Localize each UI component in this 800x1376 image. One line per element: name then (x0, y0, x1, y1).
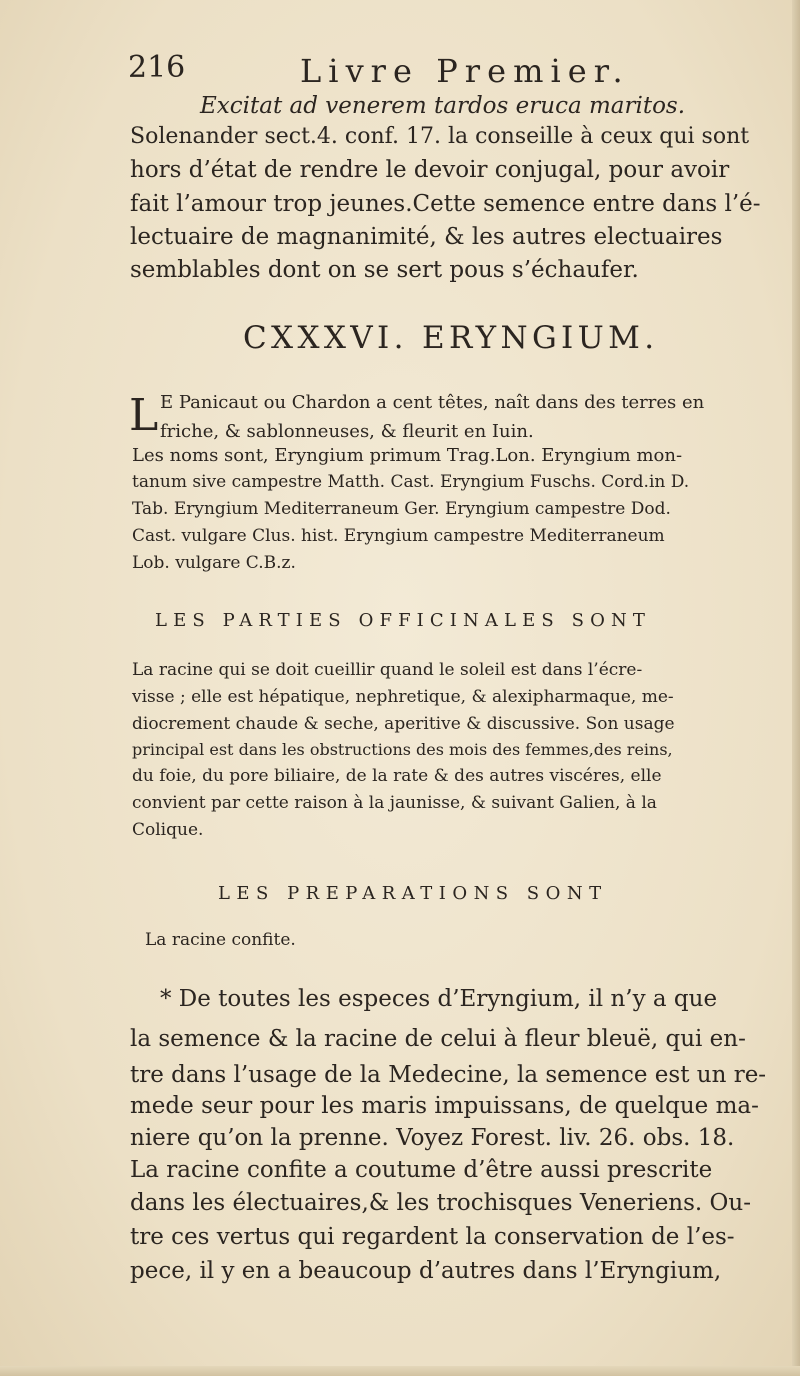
text-line: Tab. Eryngium Mediterraneum Ger. Eryngium campestre Dod. (132, 499, 671, 519)
text-line: mede seur pour les maris impuissans, de quelque ma- (130, 1093, 759, 1119)
text-line: visse ; elle est hépatique, nephretique, & alexipharmaque, me- (132, 687, 674, 707)
text-line: semblables dont on se sert pous s’échaufer. (130, 257, 639, 283)
subheading-preparations: LES PREPARATIONS SONT (218, 883, 608, 904)
text-line: E Panicaut ou Chardon a cent têtes, naît dans des terres en (160, 392, 705, 413)
text-line: tre ces vertus qui regardent la conservation de l’es- (130, 1224, 735, 1250)
text-line: lectuaire de magnanimité, & les autres electuaires (130, 224, 723, 250)
text-line: La racine confite. (145, 930, 296, 950)
text-line: hors d’état de rendre le devoir conjugal, pour avoir (130, 157, 730, 183)
text-line: principal est dans les obstructions des mois des femmes,des reins, (132, 740, 673, 759)
text-line: Cast. vulgare Clus. hist. Eryngium campestre Mediterraneum (132, 526, 665, 546)
text-line: * De toutes les especes d’Eryngium, il n’y a que (160, 986, 718, 1012)
page-number: 216 (128, 50, 186, 85)
section-heading: CXXXVI. ERYNGIUM. (243, 320, 659, 356)
text-line: tre dans l’usage de la Medecine, la semence est un re- (130, 1062, 767, 1088)
text-line: la semence & la racine de celui à fleur bleuë, qui en- (130, 1026, 746, 1052)
page-edge-shadow (792, 0, 800, 1376)
text-line: du foie, du pore biliaire, de la rate & des autres viscéres, elle (132, 766, 662, 786)
page-edge-shadow (0, 1366, 800, 1376)
text-line: tanum sive campestre Matth. Cast. Eryngium Fuschs. Cord.in D. (132, 472, 690, 492)
text-line: Solenander sect.4. conf. 17. la conseille à ceux qui sont (130, 124, 750, 149)
text-line: friche, & sablonneuses, & fleurit en Iuin. (160, 421, 534, 442)
text-line: pece, il y en a beaucoup d’autres dans l’Eryngium, (130, 1258, 722, 1284)
running-title: Livre Premier. (300, 52, 630, 90)
text-line: fait l’amour trop jeunes.Cette semence entre dans l’é- (130, 191, 761, 217)
text-line: dans les électuaires,& les trochisques Veneriens. Ou- (130, 1190, 751, 1216)
text-line: La racine confite a coutume d’être aussi prescrite (130, 1157, 713, 1183)
text-line: convient par cette raison à la jaunisse, & suivant Galien, à la (132, 793, 657, 813)
text-line: niere qu’on la prenne. Voyez Forest. liv. 26. obs. 18. (130, 1125, 735, 1151)
verse-line: Excitat ad venerem tardos eruca maritos. (200, 93, 686, 119)
text-line: Les noms sont, Eryngium primum Trag.Lon. Eryngium mon- (132, 445, 683, 466)
text-line: Colique. (132, 820, 204, 840)
drop-cap: L (129, 390, 159, 441)
text-line: La racine qui se doit cueillir quand le soleil est dans l’écre- (132, 660, 643, 680)
text-line: diocrement chaude & seche, aperitive & discussive. Son usage (132, 714, 675, 734)
subheading-parties: LES PARTIES OFFICINALES SONT (155, 610, 651, 631)
text-line: Lob. vulgare C.B.z. (132, 553, 296, 573)
